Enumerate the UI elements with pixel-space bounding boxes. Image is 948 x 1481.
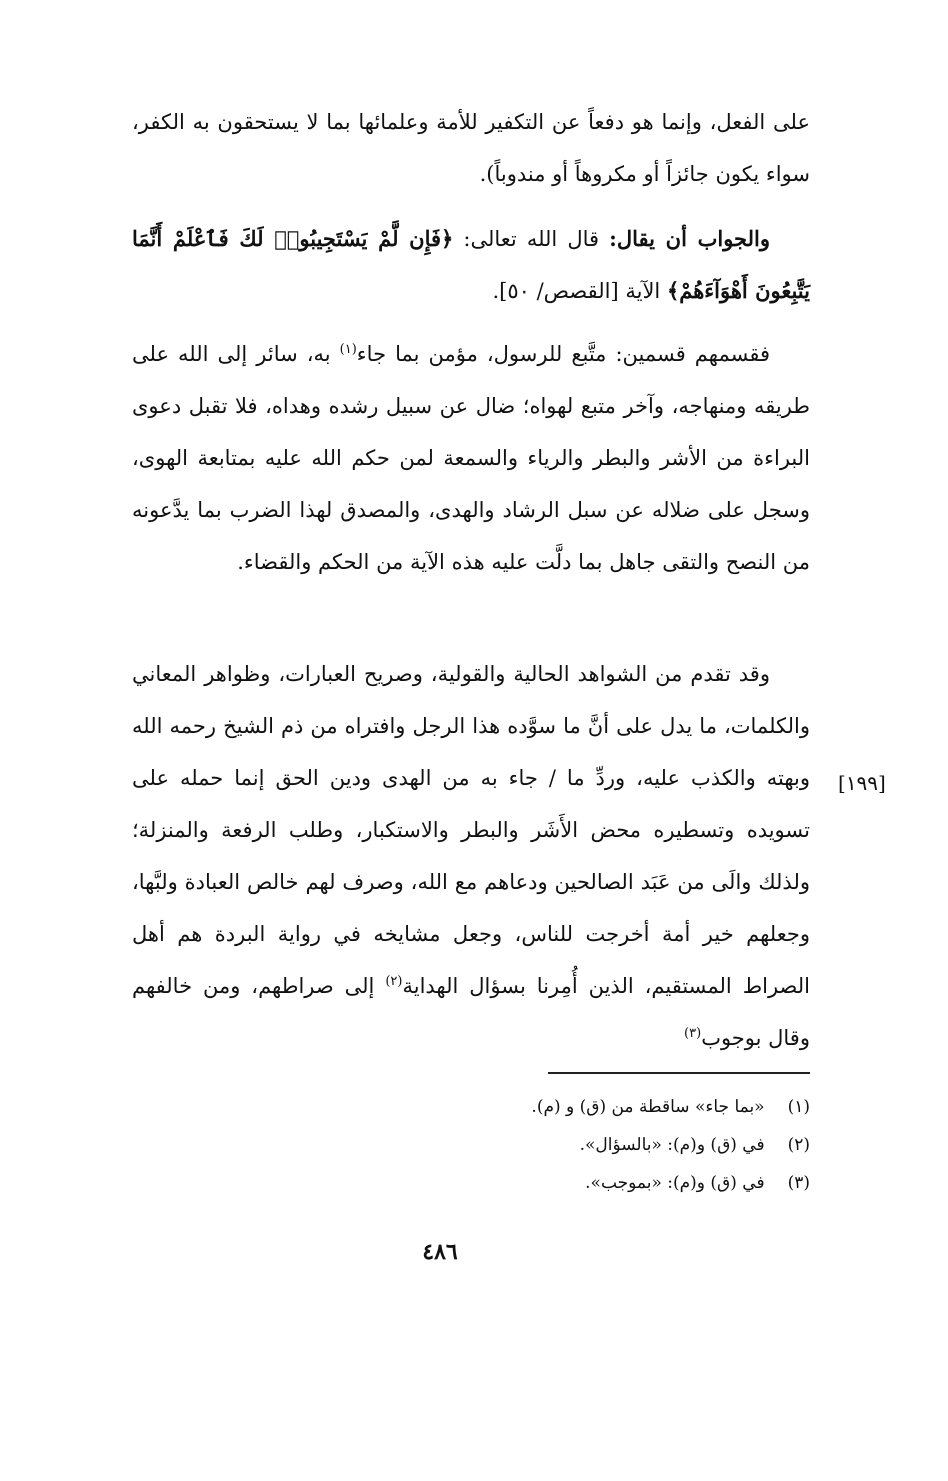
paragraph-1-text: على الفعل، وإنما هو دفعاً عن التكفير للأمة وعلمائها بما لا يستحقون به الكفر، سواء يكون جائزاً أو مكروهاً أو مندوباً). [132,110,810,186]
footnote-2-number: (٢) [787,1135,810,1155]
paragraph-4 [132,648,810,1064]
footnote-1-text: «بما جاء» ساقطة من (ق) و (م). [531,1097,765,1117]
footnote-3-number: (٣) [787,1173,810,1193]
paragraph-3 [132,328,810,588]
quran-verse: ﴿فَإِن لَّمْ يَسْتَجِيبُوا۟ لَكَ فَٱعْلَمْ أَنَّمَا يَتَّبِعُونَ أَهْوَآءَهُمْ﴾ [132,226,810,303]
answer-lead: والجواب أن يقال: [609,226,770,251]
footnote-ref-3[interactable]: (٣) [684,1026,702,1041]
footnote-2 [132,1126,810,1164]
footnotes-section [132,1088,810,1202]
footnote-1 [132,1088,810,1126]
footnote-3-text: في (ق) و(م): «بموجب». [585,1173,765,1193]
footnote-3 [132,1164,810,1202]
paragraph-1 [132,96,810,200]
footnote-1-number: (١) [787,1097,810,1117]
paragraph-2-intro: قال الله تعالى: [453,227,610,251]
footnote-ref-2[interactable]: (٢) [385,974,403,989]
footnote-2-text: في (ق) و(م): «بالسؤال». [579,1135,765,1155]
footnote-separator [548,1072,810,1074]
paragraph-4-continuation: إلى صراطهم، ومن خالفهم وقال بوجوب [132,974,810,1050]
footnote-ref-1[interactable]: (١) [339,342,357,357]
verse-citation: الآية [القصص/ ٥٠]. [492,279,667,303]
manuscript-folio-marker: [١٩٩] [838,771,886,795]
paragraph-3-rest: به، سائر إلى الله على طريقه ومنهاجه، وآخر متبع لهواه؛ ضال عن سبيل رشده وهداه، فلا تقبل دعوى البراءة من الأشر والبطر والرياء والسمعة لمن حكم الله عليه بمتابعة الهوى، وسجل على ضلاله عن سبل الرشاد والهدى، والمصدق لهذا الضرب بما يدَّعونه من النصح والتقى جاهل بما دلَّت عليه هذه الآية من الحكم والقضاء. [132,342,810,574]
paragraph-2 [132,213,810,317]
paragraph-4-text: وقد تقدم من الشواهد الحالية والقولية، وصريح العبارات، وظواهر المعاني والكلمات، ما يدل على أنَّ ما سوَّده هذا الرجل وافتراه من ذم الشيخ رحمه الله وبهته والكذب عليه، وردِّ ما / جاء به من الهدى ودين الحق إنما حمله على تسويده وتسطيره محض الأَشَر والبطر والاستكبار، وطلب الرفعة والمنزلة؛ ولذلك والَى من عَبَد الصالحين ودعاهم مع الله، وصرف لهم خالص العبادة ولبَّها، وجعلهم خير أمة أخرجت للناس، وجعل مشايخه في رواية البردة هم أهل الصراط المستقيم، الذين أُمِرنا بسؤال الهداية [132,662,810,998]
page-number: ٤٨٦ [422,1239,458,1265]
paragraph-3-start: فقسمهم قسمين: متَّبع للرسول، مؤمن بما جاء [356,342,770,366]
